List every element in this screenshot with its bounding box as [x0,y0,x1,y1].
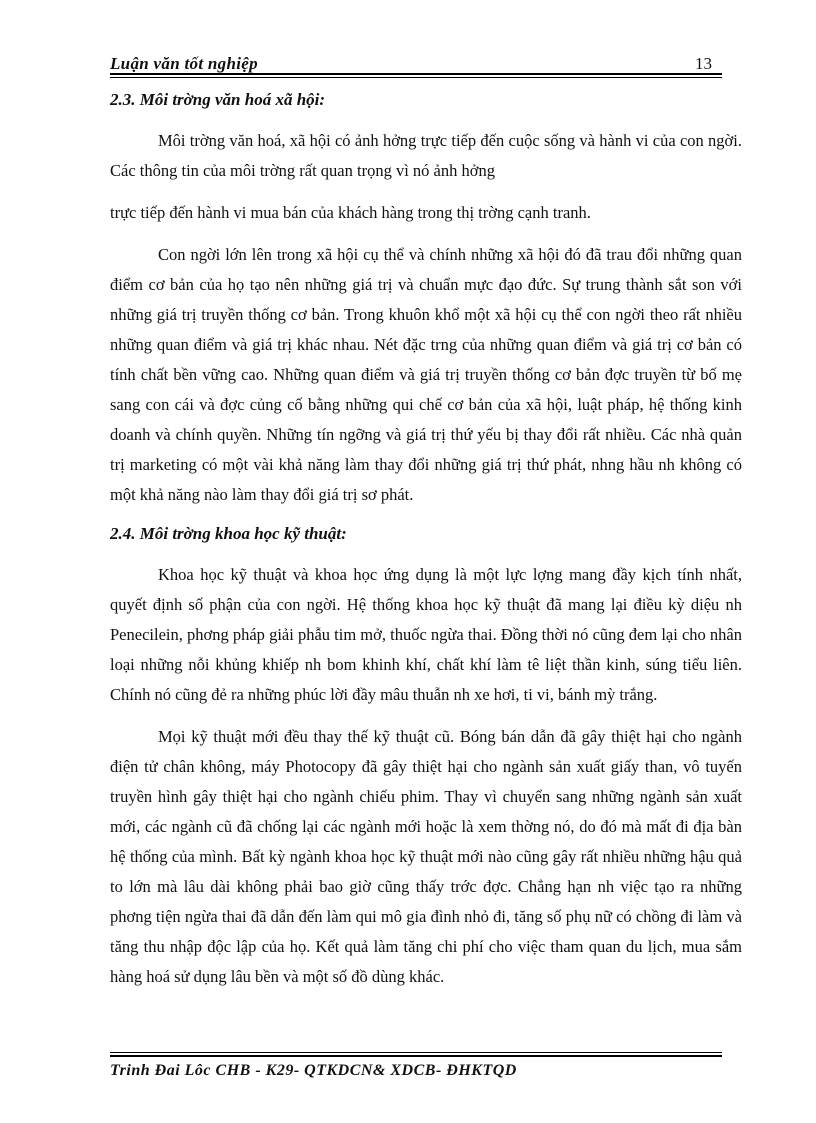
section-heading-2-3: 2.3. Môi trờng văn hoá xã hội: [110,90,326,109]
page-header [110,52,722,78]
paragraph: Mọi kỹ thuật mới đều thay thế kỹ thuật cũ. Bóng bán dẫn đã gây thiệt hại cho ngành điện tử chân không, máy Photocopy đã gây thiệt hại cho ngành sản xuất giấy than, vô tuyến truyền hình gây thiệt hại cho ngành chiếu phim. Thay vì chuyển sang những ngành sản xuất mới, các ngành cũ đã chống lại các ngành mới hoặc là xem thờng nó, do đó mà mất đi địa bàn hệ thống của mình. Bất kỳ ngành khoa học kỹ thuật mới nào cũng gây rất nhiều những hậu quả to lớn mà lâu dài không phải bao giờ cũng thấy trớc đợc. Chẳng hạn nh việc tạo ra những phơng tiện ngừa thai đã dẫn đến làm qui mô gia đình nhỏ đi, tăng số phụ nữ có chồng đi làm và tăng thu nhập độc lập của họ. Kết quả làm tăng chi phí cho việc tham quan du lịch, mua sắm hàng hoá sử dụng lâu bền và một số đồ dùng khác. [110,727,742,986]
paragraph: trực tiếp đến hành vi mua bán của khách hàng trong thị trờng cạnh tranh. [110,203,591,222]
section-heading-2-4: 2.4. Môi trờng khoa học kỹ thuật: [110,524,347,543]
footer-text: Trinh Đai Lôc CHB - K29- QTKDCN& XDCB- ĐHKTQD [110,1062,517,1079]
header-rule-thick [110,73,722,75]
page-content [110,88,742,1004]
footer-rule-thick [110,1055,722,1057]
header-rule-thin [110,77,722,78]
paragraph: Môi trờng văn hoá, xã hội có ảnh hởng trực tiếp đến cuộc sống và hành vi của con ngời. Các thông tin của môi trờng rất quan trọng vì nó ảnh hởng [110,131,742,180]
paragraph: Khoa học kỹ thuật và khoa học ứng dụng là một lực lợng mang đầy kịch tính nhất, quyết định số phận của con ngời. Hệ thống khoa học kỹ thuật đã mang lại điều kỳ diệu nh Penecilein, phơng pháp giải phẫu tim mở, thuốc ngừa thai. Đồng thời nó cũng đem lại cho nhân loại những nỗi khủng khiếp nh bom khinh khí, chất khí làm tê liệt thần kinh, súng tiểu liên. Chính nó cũng đẻ ra những phúc lời đầy mâu thuẫn nh xe hơi, ti vi, bánh mỳ trắng. [110,565,742,704]
header-title: Luận văn tốt nghiệp [110,54,258,73]
paragraph: Con ngời lớn lên trong xã hội cụ thể và chính những xã hội đó đã trau đổi những quan điểm cơ bản của họ tạo nên những giá trị và chuẩn mực đạo đức. Sự trung thành sắt son với những giá trị truyền thống cơ bản. Trong khuôn khổ một xã hội cụ thể con ngời theo rất nhiều những quan điểm và giá trị khác nhau. Nét đặc trng của những quan điểm và giá trị cơ bản có tính chất bền vững cao. Những quan điểm và giá trị truyền thống cơ bản đợc truyền từ bố mẹ sang con cái và đợc củng cố bằng những qui chế cơ bản của xã hội, luật pháp, hệ thống kinh doanh và chính quyền. Những tín ngỡng và giá trị thứ yếu bị thay đổi rất nhiều. Các nhà quản trị marketing có một vài khả năng làm thay đổi những giá trị thứ phát, nhng hầu nh không có một khả năng nào làm thay đổi giá trị sơ phát. [110,245,742,504]
page-number: 13 [695,54,712,73]
footer-rule-thin [110,1052,722,1053]
page-footer [110,1052,722,1092]
